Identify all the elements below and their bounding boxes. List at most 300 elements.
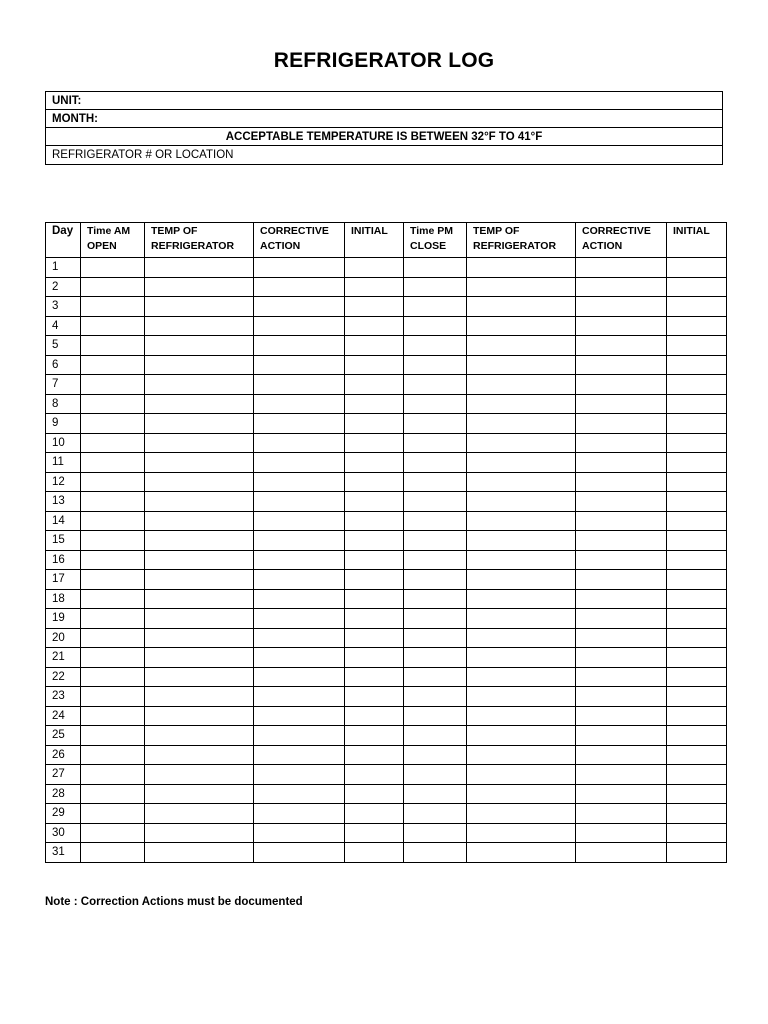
- initial-am-cell[interactable]: [345, 765, 404, 785]
- time-am-cell[interactable]: [81, 648, 145, 668]
- location-label: REFRIGERATOR # OR LOCATION: [52, 149, 234, 161]
- temp-am-cell[interactable]: [145, 726, 254, 746]
- temp-am-cell[interactable]: [145, 609, 254, 629]
- initial-pm-cell[interactable]: [667, 336, 727, 356]
- time-pm-cell[interactable]: [404, 745, 467, 765]
- table-row: [46, 706, 727, 726]
- corrective-am-cell[interactable]: [254, 472, 345, 492]
- time-am-cell[interactable]: [81, 258, 145, 278]
- initial-pm-cell[interactable]: [667, 550, 727, 570]
- temp-pm-cell[interactable]: [467, 648, 576, 668]
- initial-pm-cell[interactable]: [667, 297, 727, 317]
- corrective-am-cell[interactable]: [254, 667, 345, 687]
- corrective-pm-cell[interactable]: [576, 823, 667, 843]
- temp-pm-cell[interactable]: [467, 726, 576, 746]
- temp-am-cell[interactable]: [145, 823, 254, 843]
- header-temp-am: TEMP OF REFRIGERATOR: [145, 223, 254, 258]
- temp-pm-cell[interactable]: [467, 550, 576, 570]
- time-pm-cell[interactable]: [404, 550, 467, 570]
- corrective-pm-cell[interactable]: [576, 453, 667, 473]
- time-am-cell[interactable]: [81, 375, 145, 395]
- initial-am-cell[interactable]: [345, 609, 404, 629]
- initial-pm-cell[interactable]: [667, 258, 727, 278]
- initial-am-cell[interactable]: [345, 745, 404, 765]
- table-row: [46, 453, 727, 473]
- initial-am-cell[interactable]: [345, 531, 404, 551]
- table-row: [46, 258, 727, 278]
- corrective-am-cell[interactable]: [254, 570, 345, 590]
- initial-am-cell[interactable]: [345, 628, 404, 648]
- corrective-am-cell[interactable]: [254, 843, 345, 863]
- temp-pm-cell[interactable]: [467, 355, 576, 375]
- time-pm-cell[interactable]: [404, 804, 467, 824]
- corrective-pm-cell[interactable]: [576, 667, 667, 687]
- initial-am-cell[interactable]: [345, 706, 404, 726]
- corrective-pm-cell[interactable]: [576, 492, 667, 512]
- time-pm-cell[interactable]: [404, 628, 467, 648]
- initial-am-cell[interactable]: [345, 258, 404, 278]
- corrective-am-cell[interactable]: [254, 258, 345, 278]
- temp-pm-cell[interactable]: [467, 258, 576, 278]
- initial-pm-cell[interactable]: [667, 589, 727, 609]
- time-am-cell[interactable]: [81, 589, 145, 609]
- temp-am-cell[interactable]: [145, 316, 254, 336]
- initial-pm-cell[interactable]: [667, 277, 727, 297]
- initial-pm-cell[interactable]: [667, 492, 727, 512]
- corrective-am-cell[interactable]: [254, 375, 345, 395]
- time-am-cell[interactable]: [81, 765, 145, 785]
- temp-pm-cell[interactable]: [467, 414, 576, 434]
- corrective-pm-cell[interactable]: [576, 277, 667, 297]
- temp-am-cell[interactable]: [145, 355, 254, 375]
- time-pm-cell[interactable]: [404, 277, 467, 297]
- initial-pm-cell[interactable]: [667, 433, 727, 453]
- time-pm-cell[interactable]: [404, 667, 467, 687]
- temp-am-cell[interactable]: [145, 492, 254, 512]
- temp-am-cell[interactable]: [145, 511, 254, 531]
- corrective-pm-cell[interactable]: [576, 433, 667, 453]
- corrective-pm-cell[interactable]: [576, 414, 667, 434]
- temp-am-cell[interactable]: [145, 277, 254, 297]
- temp-pm-cell[interactable]: [467, 784, 576, 804]
- time-pm-cell[interactable]: [404, 843, 467, 863]
- time-am-cell[interactable]: [81, 453, 145, 473]
- temp-am-cell[interactable]: [145, 765, 254, 785]
- time-am-cell[interactable]: [81, 433, 145, 453]
- initial-am-cell[interactable]: [345, 375, 404, 395]
- table-row: [46, 375, 727, 395]
- table-row: [46, 336, 727, 356]
- time-am-cell[interactable]: [81, 336, 145, 356]
- time-am-cell[interactable]: [81, 843, 145, 863]
- temp-pm-cell[interactable]: [467, 531, 576, 551]
- corrective-pm-cell[interactable]: [576, 765, 667, 785]
- location-row[interactable]: [46, 146, 722, 164]
- time-pm-cell[interactable]: [404, 375, 467, 395]
- initial-pm-cell[interactable]: [667, 804, 727, 824]
- initial-am-cell[interactable]: [345, 394, 404, 414]
- initial-pm-cell[interactable]: [667, 531, 727, 551]
- temp-pm-cell[interactable]: [467, 667, 576, 687]
- temp-am-cell[interactable]: [145, 706, 254, 726]
- initial-pm-cell[interactable]: [667, 745, 727, 765]
- corrective-am-cell[interactable]: [254, 297, 345, 317]
- time-am-cell[interactable]: [81, 706, 145, 726]
- initial-pm-cell[interactable]: [667, 648, 727, 668]
- corrective-pm-cell[interactable]: [576, 511, 667, 531]
- temp-am-cell[interactable]: [145, 472, 254, 492]
- time-am-cell[interactable]: [81, 726, 145, 746]
- corrective-am-cell[interactable]: [254, 511, 345, 531]
- time-pm-cell[interactable]: [404, 687, 467, 707]
- time-pm-cell[interactable]: [404, 433, 467, 453]
- initial-am-cell[interactable]: [345, 667, 404, 687]
- time-am-cell[interactable]: [81, 804, 145, 824]
- initial-pm-cell[interactable]: [667, 784, 727, 804]
- day-number: 4: [46, 316, 81, 336]
- initial-am-cell[interactable]: [345, 453, 404, 473]
- temp-pm-cell[interactable]: [467, 745, 576, 765]
- corrective-am-cell[interactable]: [254, 648, 345, 668]
- day-number: 29: [46, 804, 81, 824]
- initial-pm-cell[interactable]: [667, 667, 727, 687]
- corrective-pm-cell[interactable]: [576, 589, 667, 609]
- initial-pm-cell[interactable]: [667, 394, 727, 414]
- time-am-cell[interactable]: [81, 687, 145, 707]
- table-row: [46, 765, 727, 785]
- table-row: [46, 628, 727, 648]
- temp-am-cell[interactable]: [145, 531, 254, 551]
- table-row: [46, 609, 727, 629]
- initial-pm-cell[interactable]: [667, 843, 727, 863]
- corrective-pm-cell[interactable]: [576, 375, 667, 395]
- time-am-cell[interactable]: [81, 550, 145, 570]
- time-am-cell[interactable]: [81, 667, 145, 687]
- corrective-pm-cell[interactable]: [576, 745, 667, 765]
- initial-pm-cell[interactable]: [667, 355, 727, 375]
- day-number: 12: [46, 472, 81, 492]
- time-am-cell[interactable]: [81, 570, 145, 590]
- initial-pm-cell[interactable]: [667, 511, 727, 531]
- temp-am-cell[interactable]: [145, 804, 254, 824]
- corrective-am-cell[interactable]: [254, 628, 345, 648]
- initial-am-cell[interactable]: [345, 648, 404, 668]
- temp-pm-cell[interactable]: [467, 511, 576, 531]
- initial-am-cell[interactable]: [345, 336, 404, 356]
- time-pm-cell[interactable]: [404, 453, 467, 473]
- temp-am-cell[interactable]: [145, 550, 254, 570]
- initial-am-cell[interactable]: [345, 550, 404, 570]
- temp-am-cell[interactable]: [145, 570, 254, 590]
- initial-am-cell[interactable]: [345, 277, 404, 297]
- table-row: [46, 492, 727, 512]
- temp-am-cell[interactable]: [145, 258, 254, 278]
- corrective-pm-cell[interactable]: [576, 297, 667, 317]
- corrective-am-cell[interactable]: [254, 589, 345, 609]
- corrective-am-cell[interactable]: [254, 609, 345, 629]
- day-number: 16: [46, 550, 81, 570]
- corrective-am-cell[interactable]: [254, 336, 345, 356]
- corrective-pm-cell[interactable]: [576, 355, 667, 375]
- initial-pm-cell[interactable]: [667, 628, 727, 648]
- initial-pm-cell[interactable]: [667, 687, 727, 707]
- initial-pm-cell[interactable]: [667, 316, 727, 336]
- initial-am-cell[interactable]: [345, 726, 404, 746]
- temp-am-cell[interactable]: [145, 453, 254, 473]
- temp-am-cell[interactable]: [145, 843, 254, 863]
- temp-pm-cell[interactable]: [467, 570, 576, 590]
- initial-pm-cell[interactable]: [667, 472, 727, 492]
- corrective-am-cell[interactable]: [254, 823, 345, 843]
- acceptable-range-text: ACCEPTABLE TEMPERATURE IS BETWEEN 32°F TO 41°F: [225, 131, 543, 143]
- table-row: [46, 823, 727, 843]
- time-pm-cell[interactable]: [404, 316, 467, 336]
- corrective-pm-cell[interactable]: [576, 784, 667, 804]
- time-pm-cell[interactable]: [404, 823, 467, 843]
- table-row: [46, 511, 727, 531]
- day-number: 17: [46, 570, 81, 590]
- corrective-pm-cell[interactable]: [576, 570, 667, 590]
- initial-am-cell[interactable]: [345, 843, 404, 863]
- temp-pm-cell[interactable]: [467, 394, 576, 414]
- initial-pm-cell[interactable]: [667, 823, 727, 843]
- initial-pm-cell[interactable]: [667, 765, 727, 785]
- time-pm-cell[interactable]: [404, 414, 467, 434]
- corrective-pm-cell[interactable]: [576, 316, 667, 336]
- corrective-pm-cell[interactable]: [576, 726, 667, 746]
- time-am-cell[interactable]: [81, 823, 145, 843]
- time-pm-cell[interactable]: [404, 648, 467, 668]
- corrective-am-cell[interactable]: [254, 745, 345, 765]
- initial-pm-cell[interactable]: [667, 414, 727, 434]
- header-day: Day: [46, 223, 81, 258]
- day-number: 31: [46, 843, 81, 863]
- table-row: [46, 433, 727, 453]
- corrective-pm-cell[interactable]: [576, 336, 667, 356]
- corrective-pm-cell[interactable]: [576, 258, 667, 278]
- corrective-pm-cell[interactable]: [576, 628, 667, 648]
- time-am-cell[interactable]: [81, 609, 145, 629]
- table-row: [46, 472, 727, 492]
- initial-am-cell[interactable]: [345, 570, 404, 590]
- temp-pm-cell[interactable]: [467, 706, 576, 726]
- day-number: 26: [46, 745, 81, 765]
- temp-pm-cell[interactable]: [467, 628, 576, 648]
- initial-am-cell[interactable]: [345, 589, 404, 609]
- temp-pm-cell[interactable]: [467, 843, 576, 863]
- temp-pm-cell[interactable]: [467, 589, 576, 609]
- corrective-am-cell[interactable]: [254, 277, 345, 297]
- corrective-am-cell[interactable]: [254, 394, 345, 414]
- time-am-cell[interactable]: [81, 414, 145, 434]
- initial-pm-cell[interactable]: [667, 609, 727, 629]
- table-row: [46, 687, 727, 707]
- temp-pm-cell[interactable]: [467, 433, 576, 453]
- temp-pm-cell[interactable]: [467, 472, 576, 492]
- time-am-cell[interactable]: [81, 784, 145, 804]
- temp-am-cell[interactable]: [145, 375, 254, 395]
- temp-pm-cell[interactable]: [467, 336, 576, 356]
- temp-pm-cell[interactable]: [467, 609, 576, 629]
- initial-pm-cell[interactable]: [667, 570, 727, 590]
- time-am-cell[interactable]: [81, 297, 145, 317]
- temp-pm-cell[interactable]: [467, 823, 576, 843]
- corrective-pm-cell[interactable]: [576, 706, 667, 726]
- time-pm-cell[interactable]: [404, 297, 467, 317]
- time-pm-cell[interactable]: [404, 336, 467, 356]
- time-am-cell[interactable]: [81, 277, 145, 297]
- time-am-cell[interactable]: [81, 531, 145, 551]
- temp-pm-cell[interactable]: [467, 687, 576, 707]
- time-pm-cell[interactable]: [404, 726, 467, 746]
- initial-pm-cell[interactable]: [667, 726, 727, 746]
- time-pm-cell[interactable]: [404, 570, 467, 590]
- temp-am-cell[interactable]: [145, 648, 254, 668]
- initial-pm-cell[interactable]: [667, 375, 727, 395]
- corrective-am-cell[interactable]: [254, 453, 345, 473]
- initial-am-cell[interactable]: [345, 823, 404, 843]
- time-pm-cell[interactable]: [404, 609, 467, 629]
- day-number: 5: [46, 336, 81, 356]
- temp-pm-cell[interactable]: [467, 765, 576, 785]
- initial-am-cell[interactable]: [345, 316, 404, 336]
- initial-am-cell[interactable]: [345, 297, 404, 317]
- temp-am-cell[interactable]: [145, 667, 254, 687]
- day-number: 24: [46, 706, 81, 726]
- unit-label: UNIT:: [52, 95, 82, 107]
- time-am-cell[interactable]: [81, 316, 145, 336]
- table-row: [46, 667, 727, 687]
- temp-am-cell[interactable]: [145, 687, 254, 707]
- corrective-am-cell[interactable]: [254, 355, 345, 375]
- initial-am-cell[interactable]: [345, 414, 404, 434]
- temp-pm-cell[interactable]: [467, 804, 576, 824]
- time-pm-cell[interactable]: [404, 394, 467, 414]
- initial-am-cell[interactable]: [345, 804, 404, 824]
- day-number: 18: [46, 589, 81, 609]
- time-am-cell[interactable]: [81, 745, 145, 765]
- day-number: 22: [46, 667, 81, 687]
- log-table: [45, 222, 727, 863]
- corrective-pm-cell[interactable]: [576, 609, 667, 629]
- corrective-am-cell[interactable]: [254, 492, 345, 512]
- temp-pm-cell[interactable]: [467, 453, 576, 473]
- day-number: 21: [46, 648, 81, 668]
- corrective-pm-cell[interactable]: [576, 472, 667, 492]
- temp-am-cell[interactable]: [145, 394, 254, 414]
- corrective-pm-cell[interactable]: [576, 394, 667, 414]
- corrective-am-cell[interactable]: [254, 316, 345, 336]
- time-pm-cell[interactable]: [404, 531, 467, 551]
- day-number: 27: [46, 765, 81, 785]
- temp-pm-cell[interactable]: [467, 297, 576, 317]
- corrective-am-cell[interactable]: [254, 726, 345, 746]
- corrective-am-cell[interactable]: [254, 804, 345, 824]
- corrective-am-cell[interactable]: [254, 765, 345, 785]
- header-corrective-pm: CORRECTIVE ACTION: [576, 223, 667, 258]
- day-number: 9: [46, 414, 81, 434]
- time-pm-cell[interactable]: [404, 258, 467, 278]
- corrective-pm-cell[interactable]: [576, 843, 667, 863]
- temp-pm-cell[interactable]: [467, 316, 576, 336]
- temp-pm-cell[interactable]: [467, 375, 576, 395]
- acceptable-range-row: [46, 128, 722, 146]
- time-pm-cell[interactable]: [404, 706, 467, 726]
- corrective-am-cell[interactable]: [254, 706, 345, 726]
- time-pm-cell[interactable]: [404, 589, 467, 609]
- temp-am-cell[interactable]: [145, 414, 254, 434]
- month-row[interactable]: [46, 110, 722, 128]
- temp-am-cell[interactable]: [145, 297, 254, 317]
- log-body: [46, 258, 727, 863]
- time-am-cell[interactable]: [81, 472, 145, 492]
- day-number: 7: [46, 375, 81, 395]
- corrective-am-cell[interactable]: [254, 550, 345, 570]
- initial-pm-cell[interactable]: [667, 453, 727, 473]
- info-box: [45, 91, 723, 165]
- table-row: [46, 394, 727, 414]
- temp-pm-cell[interactable]: [467, 277, 576, 297]
- temp-am-cell[interactable]: [145, 589, 254, 609]
- corrective-pm-cell[interactable]: [576, 648, 667, 668]
- initial-am-cell[interactable]: [345, 355, 404, 375]
- corrective-pm-cell[interactable]: [576, 531, 667, 551]
- table-row: [46, 550, 727, 570]
- initial-am-cell[interactable]: [345, 784, 404, 804]
- corrective-am-cell[interactable]: [254, 433, 345, 453]
- corrective-pm-cell[interactable]: [576, 804, 667, 824]
- corrective-pm-cell[interactable]: [576, 687, 667, 707]
- temp-am-cell[interactable]: [145, 336, 254, 356]
- table-row: [46, 414, 727, 434]
- table-row: [46, 589, 727, 609]
- initial-am-cell[interactable]: [345, 492, 404, 512]
- initial-pm-cell[interactable]: [667, 706, 727, 726]
- time-am-cell[interactable]: [81, 628, 145, 648]
- day-number: 10: [46, 433, 81, 453]
- temp-am-cell[interactable]: [145, 433, 254, 453]
- time-pm-cell[interactable]: [404, 765, 467, 785]
- table-row: [46, 648, 727, 668]
- corrective-am-cell[interactable]: [254, 531, 345, 551]
- initial-am-cell[interactable]: [345, 687, 404, 707]
- day-number: 11: [46, 453, 81, 473]
- initial-am-cell[interactable]: [345, 511, 404, 531]
- temp-pm-cell[interactable]: [467, 492, 576, 512]
- temp-am-cell[interactable]: [145, 784, 254, 804]
- time-pm-cell[interactable]: [404, 784, 467, 804]
- temp-am-cell[interactable]: [145, 745, 254, 765]
- initial-am-cell[interactable]: [345, 433, 404, 453]
- time-pm-cell[interactable]: [404, 355, 467, 375]
- day-number: 30: [46, 823, 81, 843]
- day-number: 14: [46, 511, 81, 531]
- initial-am-cell[interactable]: [345, 472, 404, 492]
- time-am-cell[interactable]: [81, 492, 145, 512]
- time-am-cell[interactable]: [81, 511, 145, 531]
- temp-am-cell[interactable]: [145, 628, 254, 648]
- time-pm-cell[interactable]: [404, 472, 467, 492]
- time-am-cell[interactable]: [81, 355, 145, 375]
- time-pm-cell[interactable]: [404, 492, 467, 512]
- time-am-cell[interactable]: [81, 394, 145, 414]
- corrective-pm-cell[interactable]: [576, 550, 667, 570]
- unit-row[interactable]: [46, 92, 722, 110]
- corrective-am-cell[interactable]: [254, 687, 345, 707]
- corrective-am-cell[interactable]: [254, 414, 345, 434]
- corrective-am-cell[interactable]: [254, 784, 345, 804]
- time-pm-cell[interactable]: [404, 511, 467, 531]
